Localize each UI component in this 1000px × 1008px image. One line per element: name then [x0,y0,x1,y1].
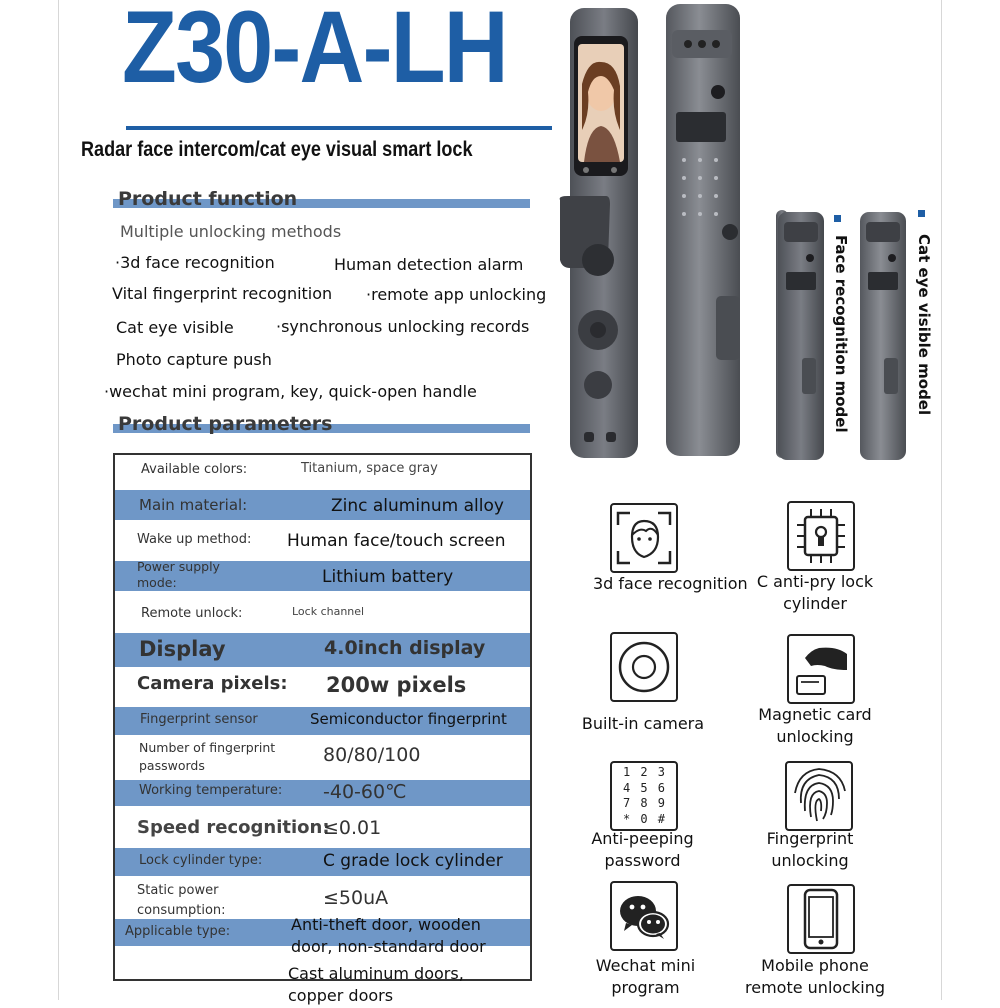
wechat-icon [610,881,678,951]
right-frame-line [941,0,942,1000]
feature-label: Built-in camera [581,714,705,733]
param-label: Remote unlock: [141,606,243,621]
param-value: -40-60℃ [323,781,407,803]
param-value: Lithium battery [322,567,454,587]
feature-label: Mobile phone remote unlocking [745,956,885,998]
keypad-key: 0 [640,811,648,826]
param-label: Main material: [139,496,248,514]
title-underline [126,126,552,130]
param-value: Anti-theft door, wooden door, non-standard door [291,915,486,957]
left-frame-line [58,0,59,1000]
camera-lens-icon [610,632,678,702]
param-label: Display [139,637,226,661]
keypad-key: 6 [657,780,665,795]
function-item: Photo capture push [116,350,272,369]
param-label: Fingerprint sensor [140,712,258,727]
fingerprint-icon [785,761,853,831]
keypad-key: # [657,811,665,826]
table-row [115,490,530,520]
keypad-key: 7 [623,796,631,810]
param-label: Number of fingerprint passwords [139,740,276,774]
table-row [115,808,530,846]
param-value: Human face/touch screen [287,531,506,551]
function-section-title: Product function [118,188,298,210]
table-row [115,561,530,591]
keypad-key: 3 [657,765,665,779]
model-label: Cat eye visible model [915,234,933,416]
model-label: Face recognition model [832,235,850,433]
keypad-icon [610,761,678,831]
param-value: 80/80/100 [323,744,421,766]
param-label: Working temperature: [139,783,283,798]
param-label: Speed recognition: [137,817,330,838]
lock-product-photo [548,0,790,470]
param-label: Lock cylinder type: [139,853,263,868]
mobile-phone-icon [787,884,855,954]
feature-label: C anti-pry lock cylinder [756,572,874,614]
product-subtitle: Radar face intercom/cat eye visual smart lock [81,138,473,161]
table-row [115,707,530,735]
param-label: Applicable type: [125,924,231,939]
param-value: C grade lock cylinder [323,851,503,871]
param-label: Camera pixels: [137,673,288,694]
function-item: ·synchronous unlocking records [276,317,530,336]
keypad-key: * [623,811,631,826]
keypad-key: 1 [623,765,631,779]
function-subtitle: Multiple unlocking methods [120,222,342,241]
param-value: ≤0.01 [323,817,382,839]
function-item: Cat eye visible [116,318,234,337]
table-row [115,668,530,706]
keypad-grid [610,761,678,831]
param-label: Power supply mode: [137,559,220,590]
table-row [115,633,530,667]
face-scan-icon [610,503,678,573]
model-marker [918,210,925,217]
param-label: Available colors: [141,462,248,477]
table-row [115,521,530,559]
feature-label: Magnetic card unlocking [758,705,872,747]
chip-lock-icon [787,501,855,571]
feature-label: Fingerprint unlocking [766,829,854,871]
model-title: Z30-A-LH [122,0,507,104]
feature-label: Anti-peeping password [591,829,694,871]
table-row [115,878,530,918]
function-item: ·3d face recognition [115,253,275,272]
param-value-extra: Cast aluminum doors, copper doors [288,964,464,1006]
param-value: Semiconductor fingerprint [310,710,507,728]
card-hand-icon [787,634,855,704]
keypad-key: 2 [640,765,648,779]
function-item: ·wechat mini program, key, quick-open handle [104,382,477,401]
param-label: Wake up method: [137,532,252,547]
model-marker [834,215,841,222]
param-value: Titanium, space gray [301,461,438,476]
function-item: Vital fingerprint recognition [112,284,333,303]
function-item: ·remote app unlocking [366,285,547,304]
table-row [115,455,530,489]
param-value: ≤50uA [323,887,389,909]
keypad-key: 8 [640,796,648,810]
function-item: Human detection alarm [334,255,524,274]
param-value: Lock channel [292,605,365,618]
param-label: Static power consumption: [137,883,226,918]
param-value: Zinc aluminum alloy [331,496,504,516]
param-value: 200w pixels [326,673,467,697]
param-value: 4.0inch display [324,637,486,659]
keypad-key: 9 [657,796,665,810]
table-row [115,780,530,806]
feature-label: Wechat mini program [595,956,696,998]
table-row [115,737,530,779]
parameters-table [113,453,532,1006]
keypad-key: 5 [640,780,648,795]
table-row [115,593,530,631]
feature-label: 3d face recognition [593,574,748,593]
table-row [115,848,530,876]
parameters-section-title: Product parameters [118,413,333,435]
keypad-key: 4 [623,780,631,795]
